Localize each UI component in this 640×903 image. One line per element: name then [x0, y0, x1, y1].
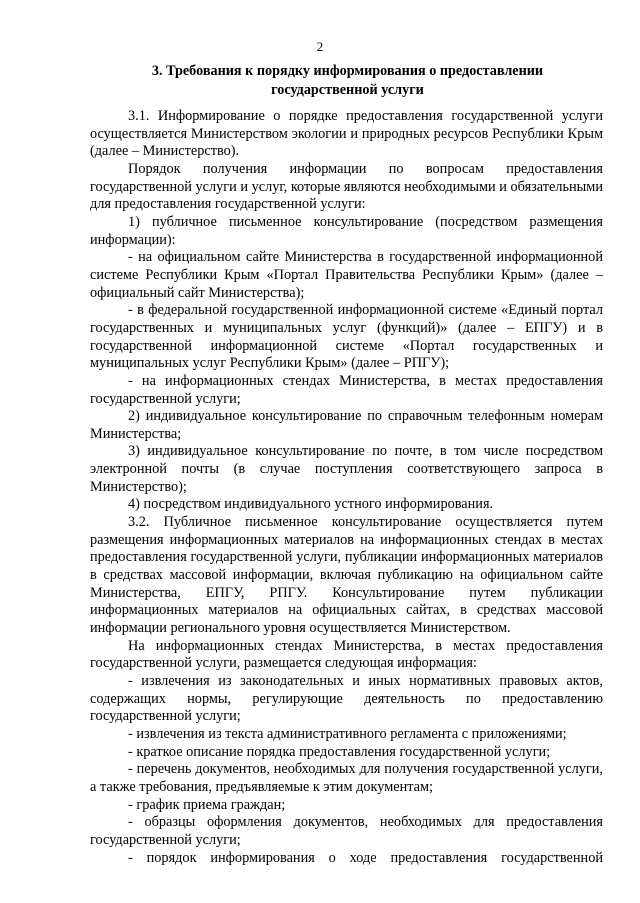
list-item-epgu-rpgu: - в федеральной государственной информационной системе «Единый портал государственных и муниципальных услуг (функций)» (далее – ЕПГУ) и в государственной информационной системе «Портал государственных и муниципальных услуг Республики Крым» (далее – РПГУ);	[90, 302, 603, 372]
paragraph-info-procedure: Порядок получения информации по вопросам предоставления государственной услуги и услуг, которые являются необходимыми и обязательными для предоставления государственной услуги:	[90, 160, 603, 213]
section-heading	[90, 62, 605, 100]
list-item-reception-schedule: - график приема граждан;	[128, 796, 286, 813]
section-heading-line-2: государственной услуги	[271, 82, 424, 98]
list-item-regulation-extracts: - извлечения из текста административного регламента с приложениями;	[128, 725, 567, 742]
list-item-phone-consulting: 2) индивидуальное консультирование по справочным телефонным номерам Министерства;	[90, 408, 603, 442]
list-item-public-written: 1) публичное письменное консультирование (посредством размещения информации):	[90, 213, 603, 248]
list-item-documents-list: - перечень документов, необходимых для получения государственной услуги, а также требования, предъявляемые к этим документам;	[90, 761, 603, 795]
paragraph-stands-info: На информационных стендах Министерства, в местах предоставления государственной услуги, размещается следующая информация:	[90, 637, 603, 672]
section-heading-line-1: 3. Требования к порядку информирования о предоставлении	[151, 63, 544, 79]
list-item-brief-description: - краткое описание порядка предоставления государственной услуги;	[128, 743, 551, 760]
page-number: 2	[316, 39, 324, 54]
list-item-official-site: - на официальном сайте Министерства в государственной информационной системе Республики Крым «Портал Правительства Республики Крым» (далее – официальный сайт Министерства);	[90, 249, 603, 301]
paragraph-3-2: 3.2. Публичное письменное консультирование осуществляется путем размещения информационных материалов на информационных стендах в местах предоставления государственной услуги, публикации информационных материалов в средствах массовой информации, включая публикацию на официальном сайте Министерства, ЕПГУ, РПГУ. Консультирование путем публикации информационных материалов на официальных сайтах, в средствах массовой информации регионального уровня осуществляется Министерством.	[90, 514, 603, 637]
list-item-mail-consulting: 3) индивидуальное консультирование по почте, в том числе посредством электронной почты (в случае поступления соответствующего запроса в Министерство);	[90, 443, 603, 495]
list-item-oral-info: 4) посредством индивидуального устного информирования.	[128, 496, 494, 513]
list-item-info-stands: - на информационных стендах Министерства, в местах предоставления государственной услуги;	[90, 372, 603, 407]
paragraph-3-1: 3.1. Информирование о порядке предоставления государственной услуги осуществляется Министерством экологии и природных ресурсов Республики Крым (далее – Министерство).	[90, 108, 603, 160]
list-item-legal-extracts: - извлечения из законодательных и иных нормативных правовых актов, содержащих нормы, регулирующие деятельность по предоставлению государственной услуги;	[90, 673, 603, 725]
list-item-progress-info: - порядок информирования о ходе предоставления государственной	[128, 849, 603, 866]
document-body	[90, 108, 603, 867]
list-item-document-samples: - образцы оформления документов, необходимых для предоставления государственной услуги;	[90, 814, 603, 848]
